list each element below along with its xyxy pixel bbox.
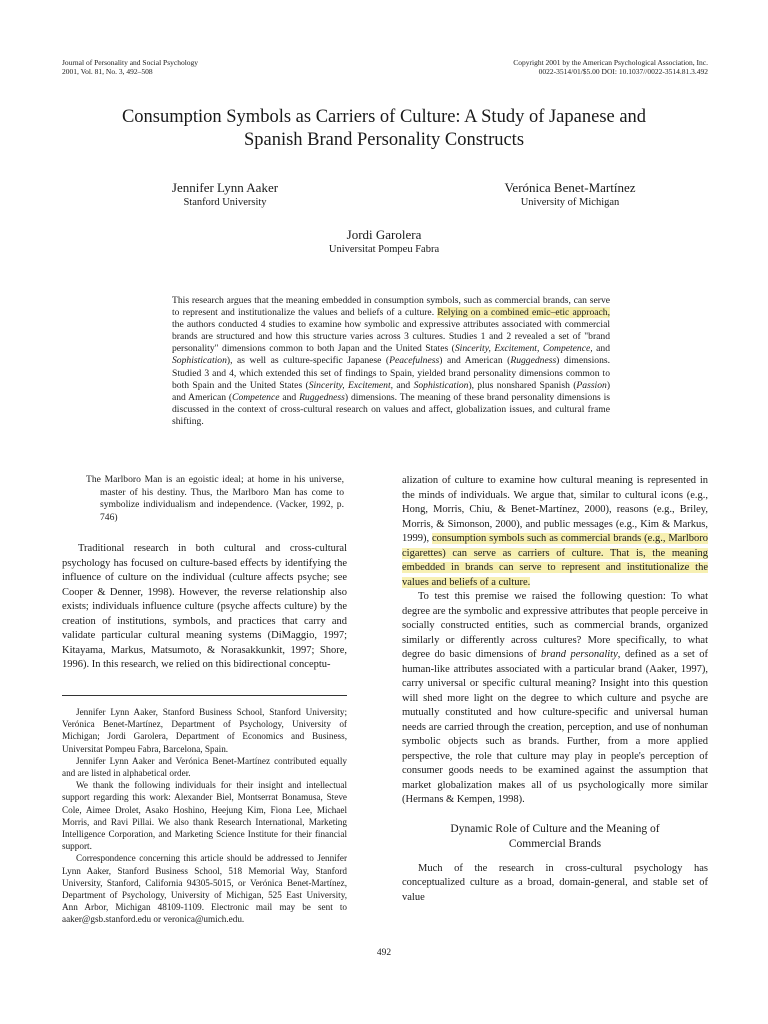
body-paragraph (402, 590, 708, 808)
heading-line-1: Dynamic Role of Culture and the Meaning of (450, 822, 660, 835)
abstract-text: ), plus nonshared Spanish ( (468, 379, 577, 391)
abstract-term: Passion (576, 379, 607, 391)
highlighted-text: consumption symbols such as commercial brands (e.g., Marlboro cigarettes) can serve as carriers of culture. That is, the meaning embedded in brands can serve to represent and institutionalize the values and beliefs of a culture. (402, 533, 708, 588)
abstract-text: and (279, 391, 300, 403)
body-paragraph: Much of the research in cross-cultural psychology has conceptualized culture as a broad, domain-general, and stable set of value (402, 862, 708, 903)
author-affiliation: Stanford University (183, 197, 267, 208)
abstract-term: Peacefulness (389, 355, 440, 367)
doi-line: 0022-3514/01/$5.00 DOI: 10.1037//0022-3514.81.3.492 (538, 67, 708, 76)
copyright-notice (513, 58, 708, 76)
author-footnotes (62, 695, 347, 926)
footnote: Jennifer Lynn Aaker and Verónica Benet-Martínez contributed equally and are listed in alphabetical order. (62, 755, 347, 779)
author-name: Jordi Garolera (346, 227, 422, 242)
paragraph-text: , defined as a set of human-like attributes associated with a particular brand (Aaker, 1997), carry universal or specific cultural meaning? Insight into this question will shed more light on the degree to which culture and psyche are mutually constituted and how culture-specific and universal human needs are carried through the creation, perception, and use of nonhuman symbolic objects such as brands. Further, from a more applied perspective, the role that culture may play in people's perception of consumer goods needs to be examined against the assumption that market globalization makes all of us psychologically more similar (Hermans & Kempen, 1998). (402, 649, 708, 805)
abstract-term: Sophistication (413, 379, 469, 391)
article-title (60, 106, 708, 152)
abstract-text: ), as well as culture-specific Japanese ( (226, 355, 390, 367)
epigraph-text: The Marlboro Man is an egoistic ideal; at home in his universe, master of his destiny. Thus, the Marlboro Man has come to symbolize individualism and independence. (Vacker, 1992, p. 746) (86, 474, 344, 523)
paragraph-text: alization of culture to examine how cultural meaning is represented in the minds of individuals. We argue that, similar to cultural icons (e.g., Hong, Morris, Chiu, & Benet-Martínez, 2000), reasons (e.g., Briley, Morris, & Simonson, 2000), and public messages (e.g., Kim & Markus, 1999), (402, 475, 708, 544)
section-heading (402, 822, 708, 852)
body-paragraph: Traditional research in both cultural and cross-cultural psychology has focused on culture-based effects by identifying the influence of culture on the individual (culture affects psyche; see Cooper & Denner, 1998). However, the reverse relationship also exists; individuals influence culture (psyche affects culture) by the creation of institutions, symbols, and practices that carry and validate particular cultural meaning systems (DiMaggio, 1997; Kitayama, Markus, Matsumoto, & Norasakkunkit, 1997; Shore, 1996). In this research, we relied on this bidirectional conceptu- (62, 543, 347, 671)
abstract (172, 295, 610, 428)
right-column (402, 474, 708, 905)
abstract-text: and (393, 379, 414, 391)
abstract-text: ) and American ( (439, 355, 511, 367)
abstract-term: Sincerity, Excitement, (308, 379, 394, 391)
title-line-1: Consumption Symbols as Carriers of Culture: A Study of Japanese and (121, 107, 647, 127)
abstract-text: This research argues that the meaning embedded in consumption symbols, such as commercial brands, can serve to represent and institutionalize the values and beliefs of a culture. (172, 295, 610, 319)
abstract-text: ) dimensions. The meaning of these brand personality dimensions is discussed in the context of cross-cultural research on values and affect, globalization issues, and cultural frame shifting. (172, 391, 610, 427)
abstract-term: Sophistication (172, 355, 227, 367)
left-column (62, 474, 347, 673)
abstract-term: Ruggedness (510, 355, 557, 367)
author-name: Verónica Benet-Martínez (504, 180, 636, 195)
epigraph (86, 474, 344, 524)
author-block (470, 180, 670, 209)
footnote-divider (62, 695, 347, 696)
abstract-text: ) and American ( (172, 379, 611, 403)
heading-line-2: Commercial Brands (508, 837, 602, 850)
abstract-text: ) dimensions. Studied 3 and 4, which extended this set of findings to Spain, yielded brand personality dimensions common to both Spain and the United States ( (172, 355, 610, 391)
journal-name: Journal of Personality and Social Psychology (62, 58, 199, 67)
paragraph-text: To test this premise we raised the following question: To what degree are the symbolic and expressive attributes that people perceive in socially constructed entities, such as commercial brands, organized similarly or differently across cultures? More specifically, to what degree do basic dimensions of (402, 591, 708, 660)
author-block (150, 180, 300, 209)
highlighted-text: Relying on a combined emic–etic approach, (437, 307, 611, 319)
abstract-text: the authors conducted 4 studies to examine how symbolic and expressive attributes associated with commercial brands are structured and how this structure varies across 3 cultures. Studies 1 and 2 revealed a set of "brand personality" dimensions common to both Japan and the United States ( (172, 319, 610, 355)
footnote: Correspondence concerning this article should be addressed to Jennifer Lynn Aaker, Stanford Business School, 518 Memorial Way, Stanford University, Stanford, California 94305-5015, or Verónica Benet-Martínez, Department of Psychology, University of Michigan, 525 East University, Ann Arbor, Michigan 48109-1109. Electronic mail may be sent to aaker@gsb.stanford.edu or veronica@umich.edu. (62, 853, 347, 925)
emphasized-term: brand personality (540, 649, 618, 660)
author-block (284, 227, 484, 256)
abstract-term: Sincerity, Excitement, Competence, (454, 343, 593, 355)
author-name: Jennifer Lynn Aaker (171, 180, 279, 195)
footnote: Jennifer Lynn Aaker, Stanford Business School, Stanford University; Verónica Benet-Martínez, Department of Psychology, University of Michigan; Jordi Garolera, Department of Economics and Business, Universitat Pompeu Fabra, Barcelona, Spain. (62, 707, 347, 754)
journal-citation (62, 58, 198, 76)
page-number: 492 (376, 948, 392, 958)
author-affiliation: Universitat Pompeu Fabra (328, 244, 440, 255)
footnote: We thank the following individuals for their insight and intellectual support regarding this work: Alexander Biel, Montserrat Bonamusa, Steve Cole, Aimee Drolet, Asako Hoshino, Heejung Kim, Fiona Lee, Michael Morris, and Ravi Pillai. We also thank Research International, Marketing Intelligence Corporation, and Marketing Science Institute for their financial support. (62, 780, 347, 852)
abstract-term: Competence (232, 391, 280, 403)
journal-volume: 2001, Vol. 81, No. 3, 492–508 (62, 67, 153, 76)
copyright-line: Copyright 2001 by the American Psychological Association, Inc. (513, 58, 708, 67)
abstract-term: Ruggedness (299, 391, 345, 403)
title-line-2: Spanish Brand Personality Constructs (243, 130, 525, 150)
body-paragraph (402, 474, 708, 590)
author-affiliation: University of Michigan (520, 197, 620, 208)
abstract-text: and (592, 343, 610, 355)
